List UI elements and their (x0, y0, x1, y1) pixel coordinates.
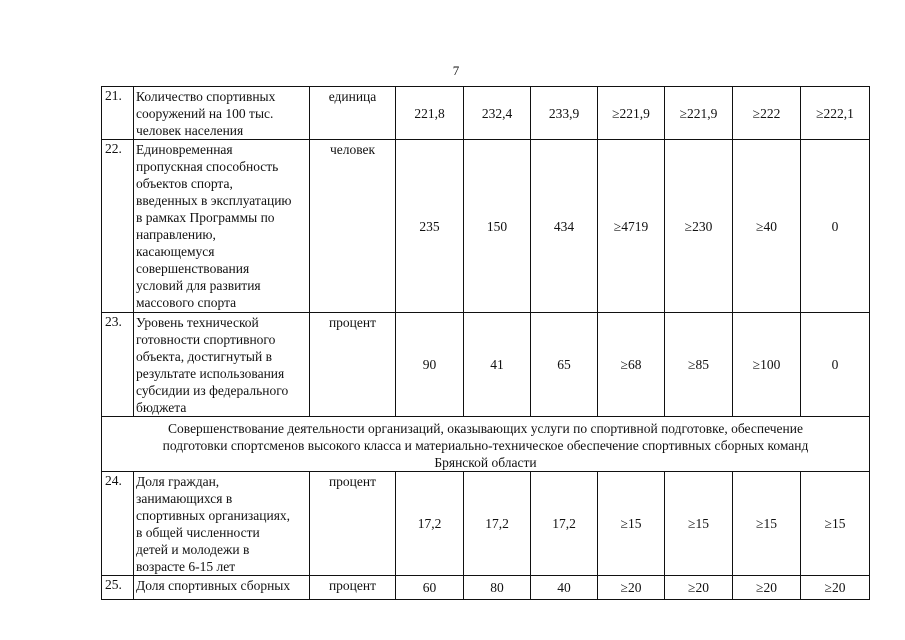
value-cell: 233,9 (531, 87, 598, 140)
indicator-name-line: занимающихся в (136, 491, 233, 506)
value-cell: ≥85 (665, 313, 733, 417)
indicator-name-line: условий для развития (136, 278, 261, 293)
indicator-name-line: готовности спортивного (136, 332, 276, 347)
value-cell: 232,4 (464, 87, 531, 140)
table-row (102, 87, 870, 140)
section-heading-line: Брянской области (434, 454, 537, 470)
value-cell: 60 (396, 576, 464, 600)
indicator-name (134, 313, 310, 417)
value-cell: ≥222 (733, 87, 801, 140)
indicator-name-line: детей и молодежи в (136, 542, 250, 557)
value-cell: ≥20 (733, 576, 801, 600)
value-cell: 17,2 (396, 472, 464, 576)
value-cell: 434 (531, 140, 598, 313)
indicator-name-line: Доля спортивных сборных (136, 578, 291, 593)
value-cell: 0 (801, 140, 870, 313)
value-cell: ≥230 (665, 140, 733, 313)
indicator-name-line: в общей численности (136, 525, 260, 540)
value-cell: ≥15 (665, 472, 733, 576)
row-number: 21. (102, 87, 134, 140)
section-heading (102, 417, 870, 472)
indicator-name-line: объектов спорта, (136, 176, 233, 191)
row-number: 23. (102, 313, 134, 417)
value-cell: ≥68 (598, 313, 665, 417)
value-cell: ≥15 (598, 472, 665, 576)
value-cell: ≥4719 (598, 140, 665, 313)
value-cell: 65 (531, 313, 598, 417)
indicator-name (134, 87, 310, 140)
value-cell: ≥20 (801, 576, 870, 600)
value-cell: 221,8 (396, 87, 464, 140)
value-cell: ≥100 (733, 313, 801, 417)
indicator-name-line: спортивных организациях, (136, 508, 291, 523)
value-cell: ≥15 (733, 472, 801, 576)
unit-cell: процент (310, 313, 396, 417)
value-cell: 17,2 (531, 472, 598, 576)
value-cell: ≥222,1 (801, 87, 870, 140)
value-cell: 235 (396, 140, 464, 313)
indicator-name-line: человек населения (136, 123, 244, 138)
indicator-name-line: совершенствования (136, 261, 250, 276)
indicator-name-line: объекта, достигнутый в (136, 349, 272, 364)
indicator-name-line: направлению, (136, 227, 216, 242)
table-row (102, 313, 870, 417)
table-row (102, 140, 870, 313)
section-heading-line: подготовки спортсменов высокого класса и материально-техническое обеспечение спортивных сборных команд (162, 437, 809, 453)
value-cell: ≥20 (665, 576, 733, 600)
indicator-name (134, 140, 310, 313)
indicator-name-line: массового спорта (136, 295, 237, 310)
indicator-name-line: Количество спортивных (136, 89, 276, 104)
section-heading-line: Совершенствование деятельности организаций, оказывающих услуги по спортивной подготовке, обеспечение (168, 420, 803, 436)
indicators-table (101, 86, 870, 600)
indicator-name-line: бюджета (136, 400, 187, 415)
indicator-name-line: касающемуся (136, 244, 215, 259)
value-cell: 150 (464, 140, 531, 313)
value-cell: 90 (396, 313, 464, 417)
indicator-name-line: результате использования (136, 366, 285, 381)
indicator-name-line: в рамках Программы по (136, 210, 275, 225)
indicator-name-line: возрасте 6-15 лет (136, 559, 236, 574)
value-cell: 80 (464, 576, 531, 600)
section-heading-row (102, 417, 870, 472)
value-cell: 17,2 (464, 472, 531, 576)
value-cell: ≥20 (598, 576, 665, 600)
indicator-name-line: пропускная способность (136, 159, 279, 174)
row-number: 25. (102, 576, 134, 600)
value-cell: ≥221,9 (665, 87, 733, 140)
indicator-name (134, 576, 310, 600)
unit-cell: процент (310, 576, 396, 600)
unit-cell: процент (310, 472, 396, 576)
indicator-name-line: Единовременная (136, 142, 233, 157)
value-cell: 40 (531, 576, 598, 600)
value-cell: 41 (464, 313, 531, 417)
indicator-name-line: сооружений на 100 тыс. (136, 106, 274, 121)
table-row (102, 472, 870, 576)
value-cell: 0 (801, 313, 870, 417)
indicator-name-line: введенных в эксплуатацию (136, 193, 292, 208)
value-cell: ≥221,9 (598, 87, 665, 140)
indicator-name-line: Уровень технической (136, 315, 259, 330)
value-cell: ≥40 (733, 140, 801, 313)
unit-cell: единица (310, 87, 396, 140)
page-number: 7 (452, 63, 460, 78)
indicator-name (134, 472, 310, 576)
indicator-name-line: субсидии из федерального (136, 383, 289, 398)
table-row (102, 576, 870, 600)
row-number: 24. (102, 472, 134, 576)
value-cell: ≥15 (801, 472, 870, 576)
row-number: 22. (102, 140, 134, 313)
indicator-name-line: Доля граждан, (136, 474, 220, 489)
unit-cell: человек (310, 140, 396, 313)
